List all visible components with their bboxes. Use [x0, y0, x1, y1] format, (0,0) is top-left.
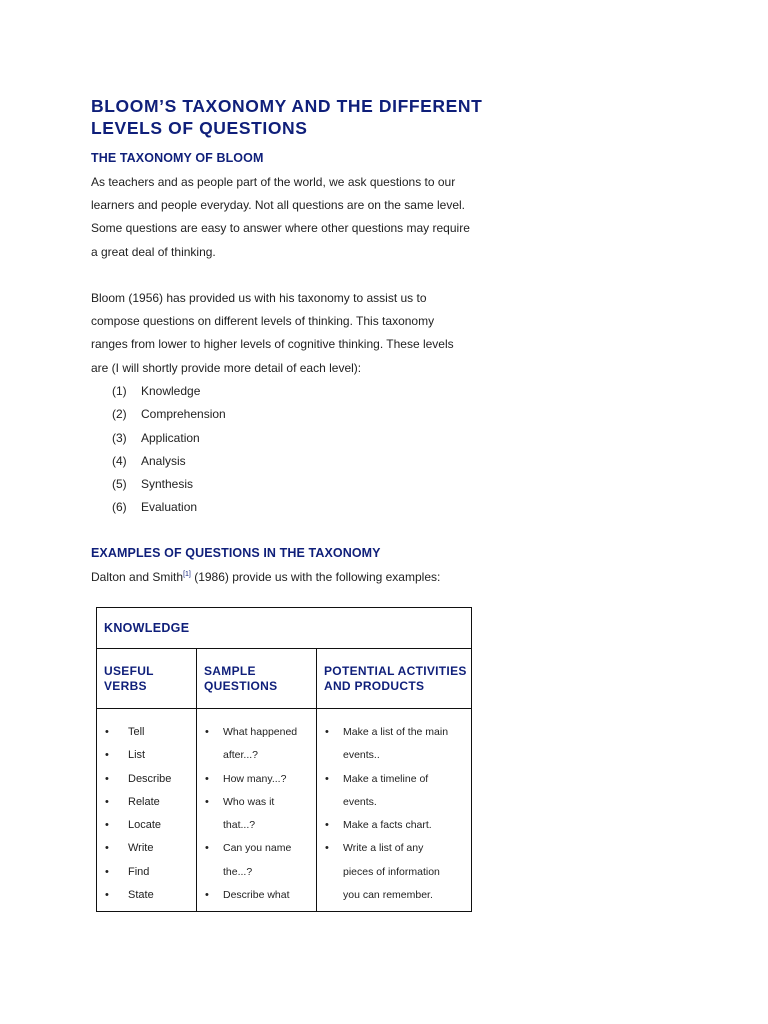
- list-item-continuation: you can remember.: [343, 889, 433, 902]
- header-sample-questions: SAMPLE QUESTIONS: [197, 649, 317, 709]
- level-item: (3) Application: [112, 430, 200, 445]
- section-heading-taxonomy: THE TAXONOMY OF BLOOM: [91, 151, 264, 165]
- list-item: • State: [97, 884, 196, 907]
- list-item: • Tell: [97, 721, 196, 744]
- activities-cell: [317, 709, 472, 912]
- section-heading-examples: EXAMPLES OF QUESTIONS IN THE TAXONOMY: [91, 546, 381, 560]
- list-item: • List: [97, 744, 196, 767]
- list-item: • Locate: [97, 814, 196, 837]
- levels-list: [112, 380, 226, 520]
- verbs-cell: [97, 709, 197, 912]
- list-item: • What happened: [197, 721, 316, 744]
- level-item: (4) Analysis: [112, 453, 186, 468]
- list-item-continuation: events.: [343, 795, 377, 808]
- list-item: • Who was it: [197, 791, 316, 814]
- bloom-paragraph: Bloom (1956) has provided us with his taxonomy to assist us to compose questions on different levels of thinking. This taxonomy ranges from lower to higher levels of cognitive thinking. These levels are (I will shortly provide more detail of each level):: [91, 291, 454, 375]
- questions-list: [197, 721, 316, 907]
- knowledge-table: [96, 607, 472, 912]
- list-item: • Can you name: [197, 837, 316, 860]
- table-title: KNOWLEDGE: [97, 608, 472, 649]
- list-item: • Relate: [97, 791, 196, 814]
- list-item: • Make a facts chart.: [317, 814, 471, 837]
- list-item: • Find: [97, 861, 196, 884]
- list-item-continuation: that...?: [223, 819, 256, 832]
- list-item: • Make a list of the main: [317, 721, 471, 744]
- level-item: (5) Synthesis: [112, 477, 194, 492]
- level-item: (1) Knowledge: [112, 384, 201, 398]
- header-useful-verbs: USEFUL VERBS: [97, 649, 197, 709]
- list-item-continuation: the...?: [223, 865, 253, 878]
- level-item: (6) Evaluation: [112, 500, 198, 515]
- footnote-link[interactable]: [1]: [183, 571, 191, 578]
- list-item: • Describe what: [197, 884, 316, 907]
- list-item: • How many...?: [197, 768, 316, 791]
- list-item: • Describe: [97, 768, 196, 791]
- list-item: • Write: [97, 837, 196, 860]
- page-title: BLOOM’S TAXONOMY AND THE DIFFERENT LEVELS OF QUESTIONS: [91, 96, 483, 138]
- list-item-continuation: events..: [343, 749, 380, 762]
- intro-paragraph: As teachers and as people part of the world, we ask questions to our learners and people everyday. Not all questions are on the same level. Some questions are easy to answer where other questions may require a great deal of thinking.: [91, 175, 470, 259]
- verbs-list: [97, 721, 196, 907]
- activities-list: [317, 721, 471, 907]
- list-item-continuation: pieces of information: [343, 865, 440, 878]
- list-item: • Make a timeline of: [317, 768, 471, 791]
- list-item-continuation: after...?: [223, 749, 259, 762]
- examples-intro: Dalton and Smith[1] (1986) provide us with the following examples:: [91, 570, 441, 584]
- questions-cell: [197, 709, 317, 912]
- list-item: • Write a list of any: [317, 837, 471, 860]
- header-activities: POTENTIAL ACTIVITIES AND PRODUCTS: [317, 649, 472, 709]
- level-item: (2) Comprehension: [112, 407, 226, 422]
